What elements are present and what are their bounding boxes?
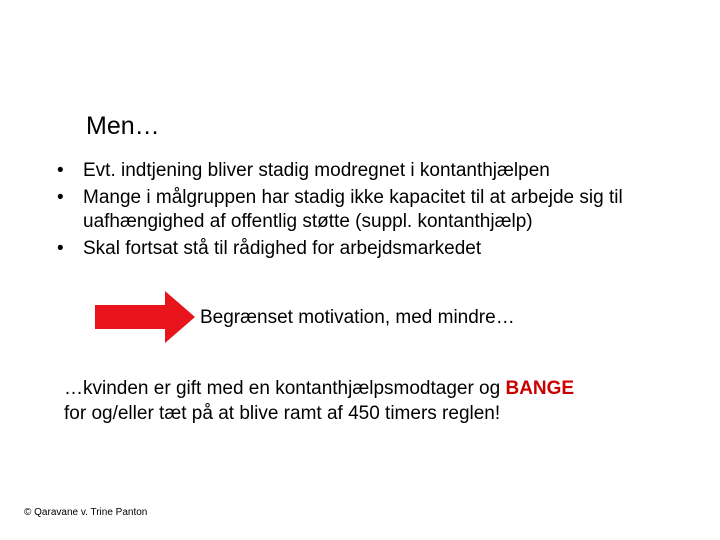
quote-text: …kvinden er gift med en kontanthjælpsmodtager og <box>64 378 506 399</box>
quote-block <box>64 376 664 426</box>
bullet-list <box>57 159 677 264</box>
bullet-text: Mange i målgruppen har stadig ikke kapacitet til at arbejde sig til uafhængighed af offentlig støtte (suppl. kontanthjælp) <box>83 187 623 232</box>
arrow-caption: Begrænset motivation, med mindre… <box>200 307 515 328</box>
bullet-item <box>57 237 677 261</box>
quote-accent-word: BANGE <box>505 378 575 399</box>
bullet-text: Skal fortsat stå til rådighed for arbejdsmarkedet <box>83 238 482 259</box>
bullet-dot: • <box>57 187 64 208</box>
quote-line-1 <box>64 376 664 401</box>
slide-title: Men… <box>86 112 160 140</box>
footer-copyright: © Qaravane v. Trine Panton <box>24 507 148 518</box>
bullet-dot: • <box>57 238 64 259</box>
bullet-item <box>57 159 677 183</box>
bullet-item <box>57 186 677 234</box>
right-arrow-icon <box>95 291 195 343</box>
bullet-text: Evt. indtjening bliver stadig modregnet i kontanthjælpen <box>83 160 550 181</box>
quote-line-2: for og/eller tæt på at blive ramt af 450 timers reglen! <box>64 403 501 424</box>
bullet-dot: • <box>57 160 64 181</box>
